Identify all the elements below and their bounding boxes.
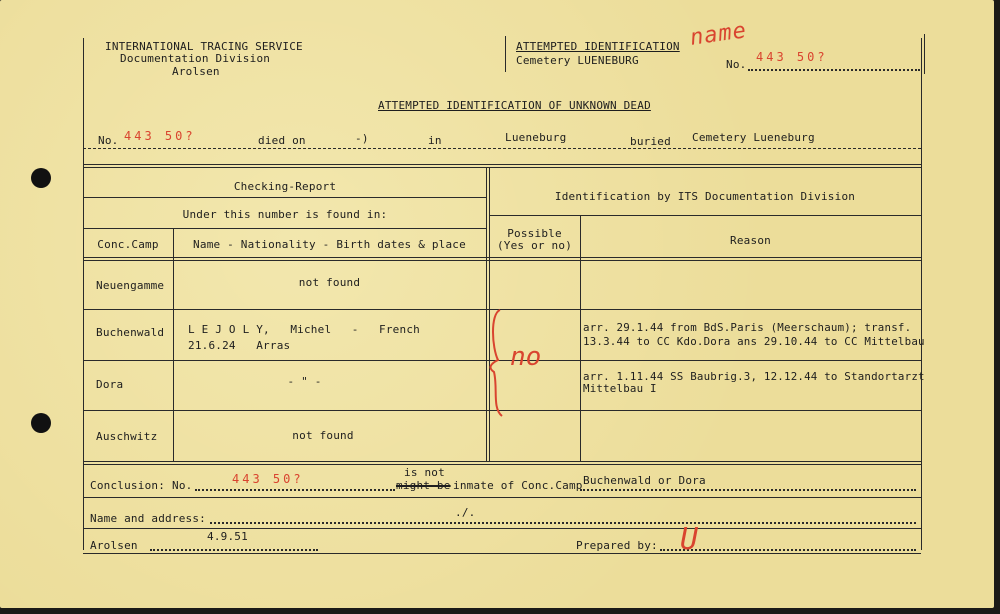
col-header-possible-2: (Yes or no)	[496, 239, 573, 252]
rule-table-bottom-2	[83, 464, 921, 465]
died-on-label: died on	[258, 134, 306, 147]
prepared-by-label: Prepared by:	[576, 539, 658, 552]
col-header-reason: Reason	[730, 234, 771, 247]
row-reason-buchenwald-1: arr. 29.1.44 from BdS.Paris (Meerschaum); transf.	[583, 321, 912, 334]
row-camp-auschwitz: Auschwitz	[96, 430, 158, 443]
row-reason-dora-1: arr. 1.11.44 SS Baubrig.3, 12.12.44 to Standortarzt	[583, 370, 925, 383]
row-reason-dora-2: Mittelbau I	[583, 382, 657, 395]
col-header-camp: Conc.Camp	[97, 238, 159, 251]
header-box-title: ATTEMPTED IDENTIFICATION	[516, 40, 680, 53]
checking-report-title: Checking-Report	[233, 180, 337, 193]
rule-header-bottom-2	[83, 260, 921, 261]
conclusion-camp-value: Buchenwald or Dora	[583, 474, 706, 487]
footer-date: 4.9.51	[207, 530, 248, 543]
org-city: Arolsen	[172, 65, 220, 78]
row-camp-buchenwald: Buchenwald	[96, 326, 165, 339]
signature: U	[680, 522, 699, 557]
rule-under-checking-subtitle	[83, 228, 487, 229]
conclusion-inmate-text: inmate of Conc.Camp	[453, 479, 583, 492]
header-box-right-border	[924, 34, 925, 74]
rule-top-table-2	[83, 167, 921, 168]
buried-label: buried	[630, 135, 671, 148]
record-no-label: No.	[98, 134, 119, 147]
conclusion-no-line	[195, 489, 395, 491]
rule-under-checking-title	[83, 197, 487, 198]
org-name: INTERNATIONAL TRACING SERVICE	[105, 40, 303, 53]
rule-under-name-address	[83, 528, 921, 529]
form-title: ATTEMPTED IDENTIFICATION OF UNKNOWN DEAD	[378, 99, 651, 112]
rule-under-ident-title	[489, 215, 921, 216]
col-divider-possible	[580, 215, 581, 461]
rule-table-bottom-1	[83, 461, 921, 462]
row-camp-dora: Dora	[96, 378, 124, 391]
header-box-no-value: 443 50?	[756, 50, 828, 64]
row-name-buchenwald-1: L E J O L Y, Michel - French	[188, 323, 420, 336]
in-label: in	[428, 134, 442, 147]
rule-bottom	[83, 553, 921, 554]
ident-title: Identification by ITS Documentation Division	[554, 190, 856, 203]
col-header-name: Name - Nationality - Birth dates & place	[193, 238, 466, 251]
row-name-neuengamme: not found	[298, 276, 361, 289]
conclusion-no-value: 443 50?	[232, 472, 304, 486]
footer-place: Arolsen	[90, 539, 138, 552]
conclusion-no-label: No.	[172, 479, 193, 492]
handwritten-brace	[488, 308, 508, 418]
rule-under-conclusion	[83, 497, 921, 498]
header-box-cemetery: Cemetery LUENEBURG	[516, 54, 639, 67]
name-address-value: ./.	[455, 506, 476, 519]
footer-date-line	[150, 549, 318, 551]
checking-report-subtitle: Under this number is found in:	[182, 208, 388, 221]
conclusion-label: Conclusion:	[90, 479, 166, 492]
punch-hole-bottom	[31, 413, 51, 433]
prepared-by-line	[660, 549, 916, 551]
col-header-possible-1: Possible	[507, 227, 562, 240]
punch-hole-top	[31, 168, 51, 188]
death-place: Lueneburg	[505, 131, 567, 144]
row-name-dora: - " -	[287, 375, 322, 388]
conclusion-camp-line	[580, 489, 916, 491]
rule-header-bottom-1	[83, 257, 921, 258]
name-address-label: Name and address:	[90, 512, 206, 525]
header-box-left-border	[505, 36, 506, 72]
col-divider-camp	[173, 228, 174, 461]
handwritten-answer: no	[510, 342, 542, 372]
row-camp-neuengamme: Neuengamme	[96, 279, 165, 292]
frame-right	[921, 38, 922, 550]
header-box-no-line	[748, 69, 920, 71]
row-name-buchenwald-2: 21.6.24 Arras	[188, 339, 291, 352]
frame-left	[83, 38, 84, 550]
conclusion-is-not: is not	[404, 466, 445, 479]
rule-top-table-1	[83, 164, 921, 165]
header-box-no-label: No.	[726, 58, 747, 71]
handwritten-note-top: name	[688, 18, 749, 51]
org-division: Documentation Division	[120, 52, 271, 65]
died-on-value: -)	[355, 132, 369, 145]
buried-value: Cemetery Lueneburg	[692, 131, 815, 144]
rule-under-record	[83, 148, 921, 149]
conclusion-struck: might be	[396, 479, 451, 492]
name-address-line	[210, 522, 916, 524]
row-name-auschwitz: not found	[292, 429, 354, 442]
row-reason-buchenwald-2: 13.3.44 to CC Kdo.Dora ans 29.10.44 to CC Mittelbau	[583, 335, 925, 348]
record-no-value: 443 50?	[124, 129, 196, 143]
